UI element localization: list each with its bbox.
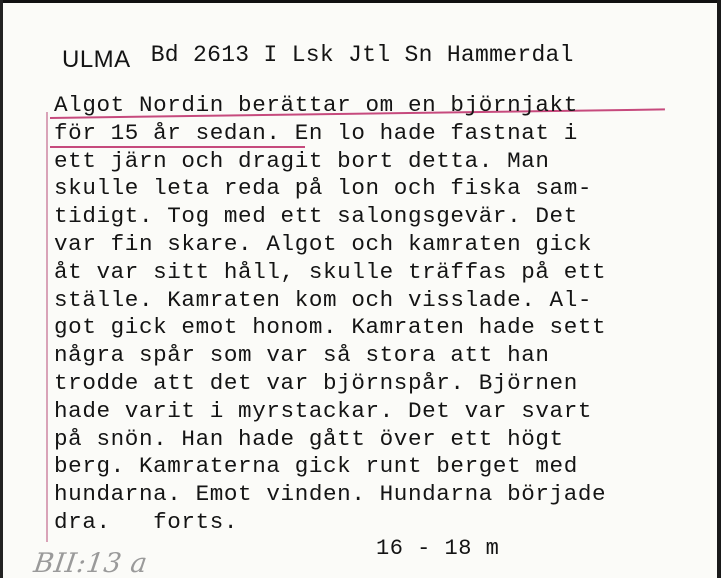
pencil-archive-mark: BII:13 a — [31, 548, 150, 579]
text-line: got gick emot honom. Kamraten hade sett — [54, 314, 607, 341]
text-line: ett järn och dragit bort detta. Man — [54, 147, 550, 174]
card-right-edge — [717, 0, 721, 578]
card-header — [62, 40, 574, 73]
text-line: skulle leta reda på lon och fiska sam- — [54, 175, 593, 202]
text-line: för 15 år sedan. En lo hade fastnat i — [54, 119, 578, 146]
text-line: hade varit i myrstackar. Det var svart — [54, 397, 593, 424]
text-line: några spår som var så stora att han — [54, 342, 550, 369]
text-line: dra. forts. — [54, 508, 239, 535]
text-line: hundarna. Emot vinden. Hundarna började — [54, 481, 607, 508]
transcription-text — [54, 92, 704, 537]
text-line: på snön. Han hade gått över ett högt — [54, 425, 564, 452]
archive-name: ULMA — [62, 46, 131, 73]
card-left-edge — [0, 0, 3, 578]
page-range: 16 - 18 m — [376, 536, 500, 561]
text-line: trodde att det var björnspår. Björnen — [54, 369, 578, 396]
record-reference: Bd 2613 I Lsk Jtl Sn Hammerdal — [150, 42, 574, 68]
text-line: ställe. Kamraten kom och visslade. Al- — [54, 286, 593, 313]
text-line: Algot Nordin berättar om en björnjakt — [54, 92, 578, 118]
card-top-edge — [0, 0, 721, 3]
text-line: berg. Kamraterna gick runt berget med — [54, 453, 578, 480]
text-line: åt var sitt håll, skulle träffas på ett — [54, 258, 607, 285]
margin-line — [46, 112, 48, 542]
text-line: tidigt. Tog med ett salongsgevär. Det — [54, 203, 578, 230]
text-line: var fin skare. Algot och kamraten gick — [54, 230, 593, 257]
